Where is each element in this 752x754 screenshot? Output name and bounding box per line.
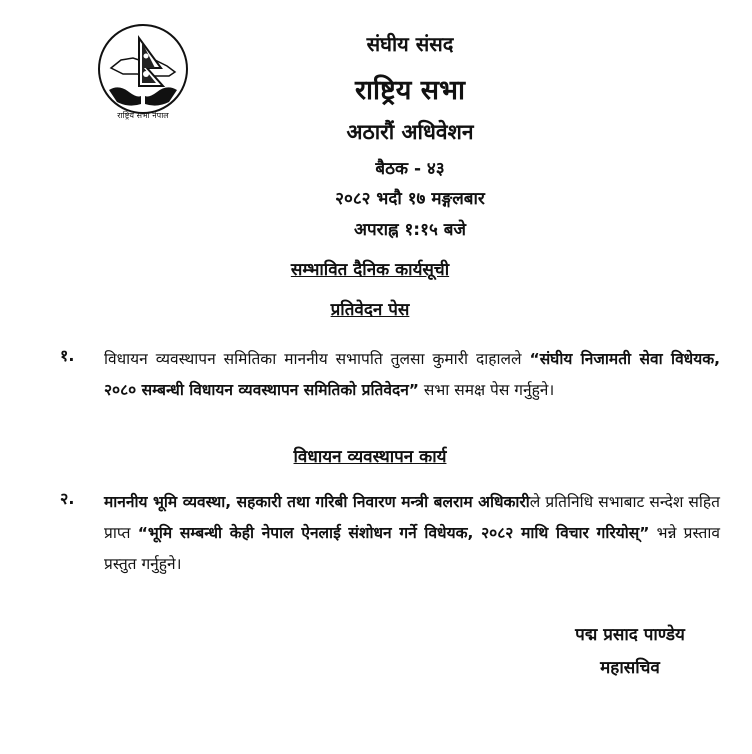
item-minister-name: माननीय भूमि व्यवस्था, सहकारी तथा गरिबी निवारण मन्त्री बलराम अधिकारी xyxy=(104,493,530,511)
signatory-title: महासचिव xyxy=(600,658,660,678)
emblem-caption: राष्ट्रिय सभा नेपाल xyxy=(117,111,169,120)
item-number: २. xyxy=(60,489,75,508)
header-meeting-number: बैठक - ४३ xyxy=(375,159,445,179)
item-text-pre: विधायन व्यवस्थापन समितिका माननीय सभापति तुलसा कुमारी दाहालले xyxy=(104,350,530,368)
national-assembly-emblem xyxy=(93,24,193,136)
header-time: अपराह्न १:१५ बजे xyxy=(353,220,467,240)
signatory-name: पद्म प्रसाद पाण्डेय xyxy=(575,625,685,645)
item-text-mid: ले प्रतिनिधि सभाबाट सन्देश सहित प्राप्त xyxy=(104,493,720,542)
header-session: अठारौं अधिवेशन xyxy=(346,120,474,144)
header-federal-parliament: संघीय संसद xyxy=(366,32,454,56)
section-legislation-management: विधायन व्यवस्थापन कार्य xyxy=(293,447,447,467)
section-agenda-title: सम्भावित दैनिक कार्यसूची xyxy=(290,260,450,280)
item-text-post: भन्ने प्रस्ताव प्रस्तुत गर्नुहुने। xyxy=(104,524,720,573)
section-report-submission: प्रतिवेदन पेस xyxy=(330,300,410,320)
header-date: २०८२ भदौ १७ मङ्गलबार xyxy=(335,189,485,209)
item-bill-title: “भूमि सम्बन्धी केही नेपाल ऐनलाई संशोधन गर्ने विधेयक, २०८२ माथि विचार गरियोस्” xyxy=(137,524,650,542)
item-text xyxy=(104,487,720,580)
item-text xyxy=(104,344,720,406)
item-bill-title: “संघीय निजामती सेवा विधेयक, २०८० सम्बन्धी विधायन व्यवस्थापन समितिको प्रतिवेदन” xyxy=(104,350,720,399)
item-number: १. xyxy=(60,346,75,365)
header-national-assembly: राष्ट्रिय सभा xyxy=(354,75,466,106)
item-text-post: सभा समक्ष पेस गर्नुहुने। xyxy=(419,381,555,399)
